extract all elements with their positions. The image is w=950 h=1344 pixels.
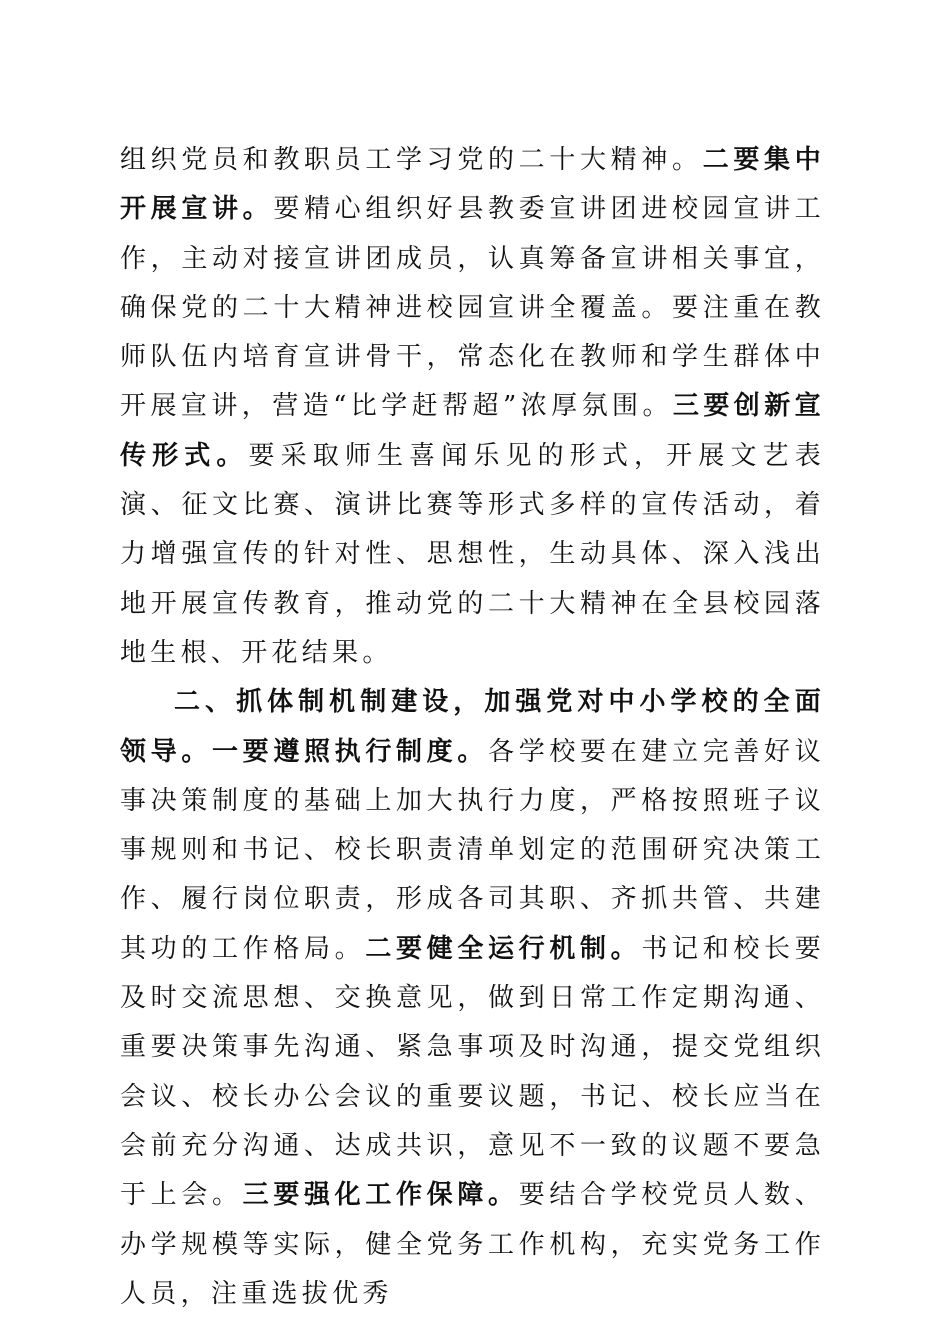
- document-body: [120, 136, 825, 1319]
- paragraph-2-text-1: 各学校要在建立完善好议事决策制度的基础上加大执行力度，严格按照班子议事规则和书记、校长职责清单划定的范围研究决策工作、履行岗位职责，形成各司其职、齐抓共管、共建其功的工作格局。: [120, 736, 826, 964]
- paragraph-1-heading-3: 三要创新宣传形式。: [120, 391, 825, 471]
- paragraph-2-text-3: 要结合学校党员人数、办学规模等实际，健全党务工作机构，充实党务工作人员，注重选拔优秀: [120, 1180, 825, 1309]
- paragraph-1: [120, 136, 825, 678]
- paragraph-1-text-1: 组织党员和教职员工学习党的二十大精神。: [120, 145, 703, 175]
- paragraph-2-heading-2: 二要健全运行机制。: [365, 933, 642, 964]
- paragraph-2-text-2: 书记和校长要及时交流思想、交换意见，做到日常工作定期沟通、重要决策事先沟通、紧急事项及时沟通，提交党组织会议、校长办公会议的重要议题，书记、校长应当在会前充分沟通、达成共识，意见不一致的议题不要急于上会。: [120, 933, 825, 1211]
- paragraph-1-text-2: 要精心组织好县教委宣讲团进校园宣讲工作，主动对接宣讲团成员，认真筹备宣讲相关事宜，确保党的二十大精神进校园宣讲全覆盖。要注重在教师队伍内培育宣讲骨干，常态化在教师和学生群体中开展宣讲，营造“比学赶帮超”浓厚氛围。: [120, 194, 825, 422]
- paragraph-2-heading-3: 三要强化工作保障。: [242, 1180, 519, 1211]
- paragraph-1-text-3: 要采取师生喜闻乐见的形式，开展文艺表演、征文比赛、演讲比赛等形式多样的宣传活动，着力增强宣传的针对性、思想性，生动具体、深入浅出地开展宣传教育，推动党的二十大精神在全县校园落地生根、开花结果。: [120, 440, 825, 668]
- paragraph-2: [120, 678, 825, 1319]
- section-heading: 二、抓体制机制建设，加强党对中小学校的全面领导。: [120, 687, 825, 767]
- paragraph-1-heading-2: 二要集中开展宣讲。: [120, 145, 826, 225]
- paragraph-2-heading-1: 一要遵照执行制度。: [212, 736, 489, 767]
